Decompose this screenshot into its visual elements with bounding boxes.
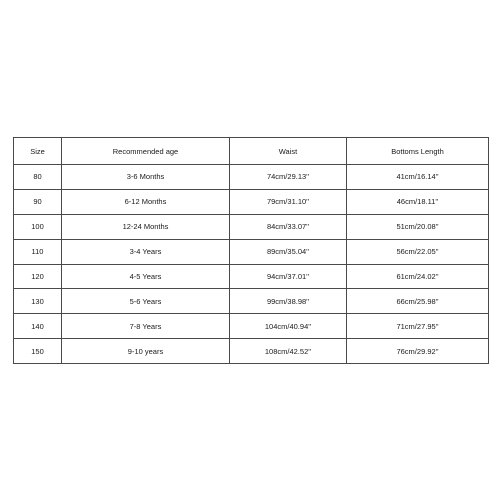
- cell-recommended-age: 3-4 Years: [62, 239, 230, 264]
- cell-recommended-age: 3-6 Months: [62, 165, 230, 190]
- cell-recommended-age: 7-8 Years: [62, 314, 230, 339]
- header-size: Size: [14, 138, 62, 165]
- cell-size: 150: [14, 339, 62, 364]
- cell-size: 130: [14, 289, 62, 314]
- cell-waist: 94cm/37.01'': [230, 264, 347, 289]
- cell-waist: 108cm/42.52'': [230, 339, 347, 364]
- table-row: [14, 264, 489, 289]
- table-row: [14, 189, 489, 214]
- header-row: [14, 138, 489, 165]
- header-waist: Waist: [230, 138, 347, 165]
- cell-bottoms-length: 71cm/27.95'': [347, 314, 489, 339]
- table-row: [14, 289, 489, 314]
- cell-bottoms-length: 66cm/25.98'': [347, 289, 489, 314]
- cell-bottoms-length: 46cm/18.11'': [347, 189, 489, 214]
- cell-size: 110: [14, 239, 62, 264]
- cell-bottoms-length: 41cm/16.14'': [347, 165, 489, 190]
- cell-recommended-age: 6-12 Months: [62, 189, 230, 214]
- size-chart-body: [14, 165, 489, 364]
- table-row: [14, 214, 489, 239]
- size-chart-header: [14, 138, 489, 165]
- cell-bottoms-length: 51cm/20.08'': [347, 214, 489, 239]
- header-recommended-age: Recommended age: [62, 138, 230, 165]
- cell-waist: 74cm/29.13'': [230, 165, 347, 190]
- cell-size: 80: [14, 165, 62, 190]
- cell-waist: 89cm/35.04'': [230, 239, 347, 264]
- cell-size: 120: [14, 264, 62, 289]
- header-bottoms-length: Bottoms Length: [347, 138, 489, 165]
- size-chart-table: [13, 137, 489, 364]
- cell-bottoms-length: 61cm/24.02'': [347, 264, 489, 289]
- cell-recommended-age: 5-6 Years: [62, 289, 230, 314]
- cell-waist: 84cm/33.07'': [230, 214, 347, 239]
- cell-size: 140: [14, 314, 62, 339]
- table-row: [14, 165, 489, 190]
- cell-recommended-age: 9-10 years: [62, 339, 230, 364]
- table-row: [14, 339, 489, 364]
- cell-bottoms-length: 56cm/22.05'': [347, 239, 489, 264]
- cell-recommended-age: 4-5 Years: [62, 264, 230, 289]
- cell-size: 100: [14, 214, 62, 239]
- cell-size: 90: [14, 189, 62, 214]
- cell-waist: 104cm/40.94'': [230, 314, 347, 339]
- table-row: [14, 239, 489, 264]
- cell-waist: 79cm/31.10'': [230, 189, 347, 214]
- table-row: [14, 314, 489, 339]
- cell-bottoms-length: 76cm/29.92'': [347, 339, 489, 364]
- cell-waist: 99cm/38.98'': [230, 289, 347, 314]
- cell-recommended-age: 12-24 Months: [62, 214, 230, 239]
